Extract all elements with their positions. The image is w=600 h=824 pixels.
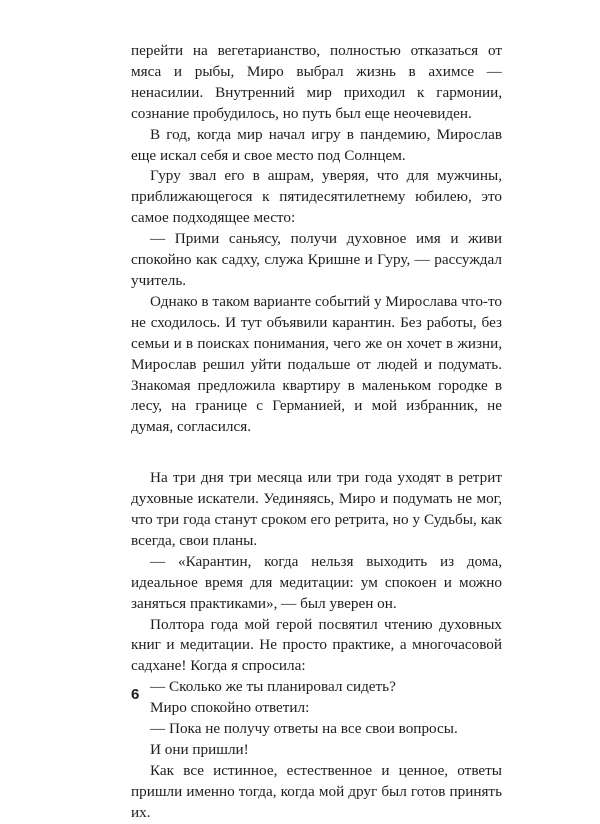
paragraph: Миро спокойно ответил: [150, 699, 310, 717]
dialogue-line: — Прими саньясу, получи духовное имя и живи спокойно как садху, служа Кришне и Гуру, — рассуждал учитель. [131, 230, 502, 289]
dialogue-line: — Сколько же ты планировал сидеть? [150, 678, 396, 696]
page-body-text [131, 41, 502, 824]
dialogue-line: — «Карантин, когда нельзя выходить из дома, идеальное время для медитации: ум спокоен и можно заняться практиками», — был уверен он. [131, 552, 502, 612]
paragraph: Однако в таком варианте событий у Мирослава что-то не сходилось. И тут объявили карантин. Без работы, без семьи и в поисках понимания, чего же он хочет в жизни, Мирослав решил уйти подальше от людей и подумать. Знакомая предложила квартиру в маленьком городке в лесу, на границе с Германией, и мой избранник, не думая, согласился. [131, 292, 502, 436]
page-number: 6 [131, 686, 140, 703]
paragraph: Как все истинное, естественное и ценное, ответы пришли именно тогда, когда мой друг был готов принять их. [131, 761, 502, 821]
paragraph: В год, когда мир начал игру в пандемию, Мирослав еще искал себя и свое место под Солнцем. [131, 125, 502, 164]
paragraph: Полтора года мой герой посвятил чтению духовных книг и медитации. Не просто практике, а многочасовой садхане! Когда я спросила: [131, 615, 502, 675]
dialogue-line: — Пока не получу ответы на все свои вопросы. [150, 720, 458, 738]
paragraph: И они пришли! [150, 741, 249, 758]
paragraph: На три дня три месяца или три года уходят в ретрит духовные искатели. Уединяясь, Миро и подумать не мог, что три года станут сроком его ретрита, но у Судьбы, как всегда, свои планы. [131, 469, 502, 549]
paragraph: перейти на вегетарианство, полностью отказаться от мяса и рыбы, Миро выбрал жизнь в ахимсе — ненасилии. Внутренний мир приходил к гармонии, сознание пробудилось, но путь был еще неочевиден. [131, 42, 502, 122]
paragraph: Гуру звал его в ашрам, уверяя, что для мужчины, приближающегося к пятидесятилетнему юбилею, это самое подходящее место: [131, 167, 502, 227]
section-break [131, 438, 502, 468]
